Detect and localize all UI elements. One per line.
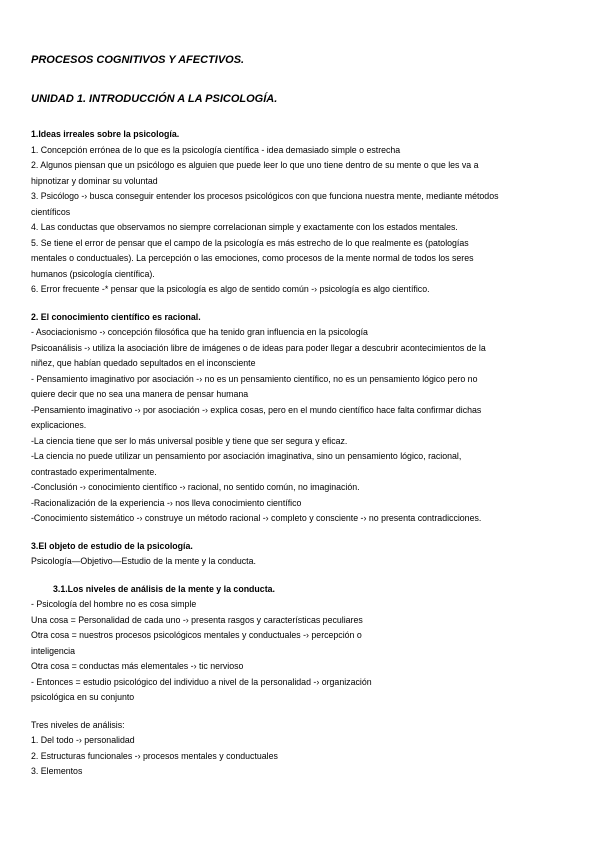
text-line: mentales o conductuales). La percepción o las emociones, como procesos de la mente normal de todos los seres bbox=[31, 253, 474, 263]
text-line: - Asociacionismo -› concepción filosófica que ha tenido gran influencia en la psicología bbox=[31, 327, 368, 337]
list-item: 2. Estructuras funcionales -› procesos mentales y conductuales bbox=[31, 750, 278, 761]
text-line: -Pensamiento imaginativo -› por asociación -› explica cosas, pero en el mundo científico hace falta confirmar dichas bbox=[31, 404, 482, 415]
list-item: 3. Elementos bbox=[31, 766, 83, 776]
text-line: 5. Se tiene el error de pensar que el campo de la psicología es más estrecho de lo que realmente es (patologías bbox=[31, 237, 469, 248]
text-line: -La ciencia tiene que ser lo más universal posible y tiene que ser segura y eficaz. bbox=[31, 435, 348, 446]
text-line: inteligencia bbox=[31, 645, 76, 656]
text-line: contrastado experimentalmente. bbox=[31, 466, 157, 477]
text-line: -Racionalización de la experiencia -› nos lleva conocimiento científico bbox=[31, 497, 302, 508]
text-line: 2. Algunos piensan que un psicólogo es alguien que puede leer lo que uno tiene dentro de su mente o que les va a bbox=[31, 160, 479, 170]
levels-intro: Tres niveles de análisis: bbox=[31, 719, 125, 730]
text-line: científicos bbox=[31, 206, 71, 217]
text-line: quiere decir que no sea una manera de pensar humana bbox=[31, 389, 249, 399]
list-item: 1. Del todo -› personalidad bbox=[31, 735, 135, 745]
text-line: Psicología—Objetivo—Estudio de la mente y la conducta. bbox=[31, 556, 256, 566]
text-line: humanos (psicología científica). bbox=[31, 268, 155, 279]
text-line: -La ciencia no puede utilizar un pensamiento por asociación imaginativa, sino un pensamiento lógico, racional, bbox=[31, 451, 462, 461]
text-line: hipnotizar y dominar su voluntad bbox=[31, 175, 158, 186]
text-line: psicológica en su conjunto bbox=[31, 692, 135, 702]
text-line: -Conocimiento sistemático -› construye un método racional -› completo y consciente -› no presenta contradicciones. bbox=[31, 513, 482, 523]
text-line: Otra cosa = conductas más elementales -› tic nervioso bbox=[31, 661, 244, 671]
document-title: PROCESOS COGNITIVOS Y AFECTIVOS. bbox=[31, 54, 245, 66]
text-line: niñez, que habían quedado sepultados en el inconsciente bbox=[31, 358, 256, 368]
section-heading: 2. El conocimiento científico es racional. bbox=[31, 311, 201, 322]
text-line: Una cosa = Personalidad de cada uno -› presenta rasgos y características peculiares bbox=[31, 614, 363, 625]
document-body bbox=[31, 127, 576, 780]
text-line: Otra cosa = nuestros procesos psicológicos mentales y conductuales -› percepción o bbox=[31, 630, 362, 640]
text-line: - Entonces = estudio psicológico del individuo a nivel de la personalidad -› organización bbox=[31, 676, 372, 687]
subsection-heading: 3.1.Los niveles de análisis de la mente y la conducta. bbox=[53, 583, 275, 594]
text-line: 1. Concepción errónea de lo que es la psicología científica - idea demasiado simple o estrecha bbox=[31, 144, 401, 155]
section-heading: 1.Ideas irreales sobre la psicología. bbox=[31, 129, 180, 139]
section-heading: 3.El objeto de estudio de la psicología. bbox=[31, 540, 193, 551]
text-line: 4. Las conductas que observamos no siempre correlacionan simple y exactamente con los estados mentales. bbox=[31, 222, 458, 232]
text-line: - Pensamiento imaginativo por asociación -› no es un pensamiento científico, no es un pensamiento lógico pero no bbox=[31, 373, 478, 384]
text-line: -Conclusión -› conocimiento científico -› racional, no sentido común, no imaginación. bbox=[31, 482, 360, 492]
text-line: Psicoanálisis -› utiliza la asociación libre de imágenes o de ideas para poder llegar a descubrir acontecimientos de la bbox=[31, 342, 486, 353]
text-line: explicaciones. bbox=[31, 420, 87, 430]
text-line: 6. Error frecuente -* pensar que la psicología es algo de sentido común -› psicología es algo científico. bbox=[31, 284, 430, 294]
text-line: 3. Psicólogo -› busca conseguir entender los procesos psicológicos con que funciona nuestra mente, mediante métodos bbox=[31, 191, 499, 201]
text-line: - Psicología del hombre no es cosa simple bbox=[31, 599, 197, 609]
unit-title: UNIDAD 1. INTRODUCCIÓN A LA PSICOLOGÍA. bbox=[31, 93, 278, 105]
